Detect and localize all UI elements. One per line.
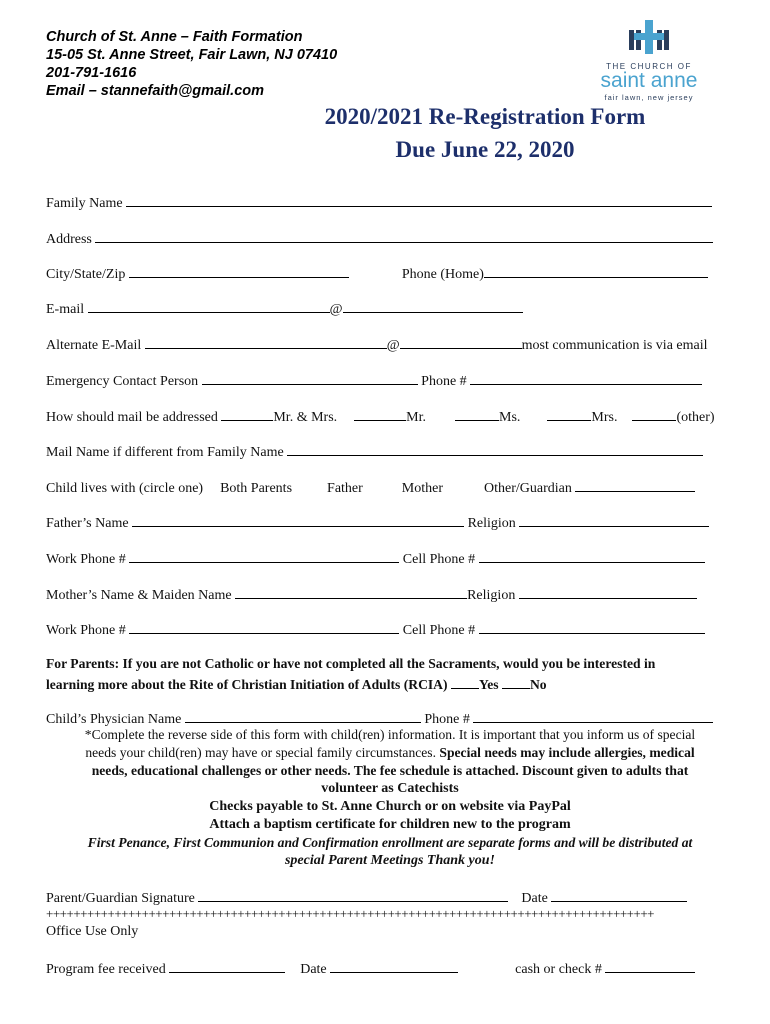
father-cell-phone-label: Cell Phone # <box>402 552 476 567</box>
signature-label: Parent/Guardian Signature <box>46 891 195 906</box>
father-cell-phone-field[interactable] <box>479 548 705 563</box>
emergency-phone-field[interactable] <box>470 370 702 385</box>
mrs-blank[interactable] <box>547 406 591 421</box>
family-name-label: Family Name <box>46 196 123 211</box>
mother-name-row <box>46 584 697 605</box>
rcia-yes-label: Yes <box>478 677 499 692</box>
office-row <box>46 958 695 979</box>
email-domain-field[interactable] <box>343 298 523 313</box>
signature-date-field[interactable] <box>551 887 687 902</box>
child-lives-label: Child lives with (circle one) <box>46 481 204 496</box>
email-label: E-mail <box>46 302 85 317</box>
rcia-question: For Parents: If you are not Catholic or have not completed all the Sacraments, would you be interested in <box>46 656 656 671</box>
father-name-field[interactable] <box>132 512 464 527</box>
cross-icon <box>594 16 704 62</box>
father-work-phone-label: Work Phone # <box>46 552 126 567</box>
mail-addressed-label: How should mail be addressed <box>46 410 218 425</box>
at-sign: @ <box>329 302 343 317</box>
org-phone: 201-791-1616 <box>46 65 137 81</box>
org-address: 15-05 St. Anne Street, Fair Lawn, NJ 07410 <box>46 47 338 63</box>
program-fee-field[interactable] <box>169 958 285 973</box>
logo-line-2: saint anne <box>600 69 698 92</box>
rcia-no-label: No <box>529 677 547 692</box>
physician-phone-field[interactable] <box>473 708 713 723</box>
mr-mrs-option: Mr. & Mrs. <box>273 410 338 425</box>
other-guardian-field[interactable] <box>575 477 695 492</box>
mr-mrs-blank[interactable] <box>221 406 273 421</box>
father-work-phone-field[interactable] <box>129 548 399 563</box>
form-title: 2020/2021 Re-Registration Form <box>324 104 646 129</box>
instructions-line-1: *Complete the reverse side of this form with child(ren) information. It is important that you inform us of special <box>84 727 696 742</box>
rcia-no-blank[interactable] <box>502 674 530 689</box>
physician-phone-label: Phone # <box>424 712 470 727</box>
cash-check-label: cash or check # <box>515 962 602 977</box>
email-row <box>46 298 523 319</box>
ms-blank[interactable] <box>455 406 499 421</box>
family-name-row <box>46 192 712 213</box>
other-blank[interactable] <box>632 406 676 421</box>
org-name: Church of St. Anne – Faith Formation <box>46 29 303 45</box>
emergency-label: Emergency Contact Person <box>46 374 199 389</box>
address-row <box>46 228 713 249</box>
other-guardian-option[interactable]: Other/Guardian <box>484 481 572 496</box>
alt-email-label: Alternate E-Mail <box>46 338 142 353</box>
church-logo <box>594 16 704 102</box>
baptism-note: Attach a baptism certificate for children new to the program <box>209 817 571 832</box>
city-label: City/State/Zip <box>46 267 126 282</box>
rcia-question-cont: learning more about the Rite of Christian Initiation of Adults (RCIA) <box>46 677 451 692</box>
mother-name-field[interactable] <box>235 584 467 599</box>
father-option[interactable]: Father <box>327 481 363 496</box>
father-name-row <box>46 512 709 533</box>
mother-cell-phone-field[interactable] <box>479 619 705 634</box>
instructions-line-4: volunteer as Catechists <box>321 781 459 796</box>
mail-name-field[interactable] <box>287 441 703 456</box>
checks-payable-note: Checks payable to St. Anne Church or on website via PayPal <box>209 799 571 814</box>
cash-check-field[interactable] <box>605 958 695 973</box>
mr-blank[interactable] <box>354 406 406 421</box>
both-parents-option[interactable]: Both Parents <box>220 481 293 496</box>
instructions-line-2b: Special needs may include allergies, medical <box>439 745 695 760</box>
alt-email-note: most communication is via email <box>521 338 708 353</box>
email-user-field[interactable] <box>88 298 330 313</box>
office-divider: +++++++++++++++++++++++++++++++++++++++++++++++++++++++++++++++++++++++++++++++++++++++++ <box>46 907 655 921</box>
org-email: Email – stannefaith@gmail.com <box>46 83 265 99</box>
instructions-line-3: needs, educational challenges or other needs. The fee schedule is attached. Discount given to adults that <box>91 763 689 778</box>
mother-option[interactable]: Mother <box>401 481 444 496</box>
alt-at-sign: @ <box>386 338 400 353</box>
physician-label: Child’s Physician Name <box>46 712 182 727</box>
other-option: (other) <box>676 410 715 425</box>
form-due-date: Due June 22, 2020 <box>395 137 575 162</box>
church-header <box>46 28 337 100</box>
mother-phones-row <box>46 619 705 640</box>
sacraments-note: First Penance, First Communion and Confirmation enrollment are separate forms and will be distributed at <box>87 835 693 850</box>
rcia-yes-blank[interactable] <box>451 674 479 689</box>
program-fee-label: Program fee received <box>46 962 166 977</box>
signature-row <box>46 887 687 908</box>
instructions-line-2a: needs your child(ren) may have or special family circumstances. <box>85 745 440 760</box>
mother-work-phone-label: Work Phone # <box>46 623 126 638</box>
city-field[interactable] <box>129 263 349 278</box>
father-name-label: Father’s Name <box>46 516 129 531</box>
mail-address-row <box>46 406 715 427</box>
rcia-answer-row <box>46 674 547 694</box>
thank-you-note: special Parent Meetings Thank you! <box>284 853 495 868</box>
emergency-field[interactable] <box>202 370 418 385</box>
mother-cell-phone-label: Cell Phone # <box>402 623 476 638</box>
address-label: Address <box>46 232 92 247</box>
emergency-phone-label: Phone # <box>421 374 467 389</box>
father-religion-field[interactable] <box>519 512 709 527</box>
mother-religion-field[interactable] <box>519 584 697 599</box>
office-date-field[interactable] <box>330 958 458 973</box>
mother-work-phone-field[interactable] <box>129 619 399 634</box>
logo-line-1: THE CHURCH OF <box>606 62 692 71</box>
alt-email-row <box>46 334 708 355</box>
office-use-label: Office Use Only <box>46 924 139 939</box>
phone-home-label: Phone (Home) <box>401 267 484 282</box>
mail-name-row <box>46 441 703 462</box>
mr-option: Mr. <box>406 410 426 425</box>
alt-email-domain-field[interactable] <box>400 334 522 349</box>
office-date-label: Date <box>300 962 327 977</box>
instructions-block <box>40 726 740 870</box>
emergency-row <box>46 370 702 391</box>
ms-option: Ms. <box>499 410 521 425</box>
instructions-line-2 <box>40 744 740 762</box>
signature-field[interactable] <box>198 887 508 902</box>
family-name-field[interactable] <box>126 192 712 207</box>
phone-home-field[interactable] <box>484 263 708 278</box>
mrs-option: Mrs. <box>591 410 618 425</box>
physician-field[interactable] <box>185 708 421 723</box>
mother-religion-label: Religion <box>467 588 516 603</box>
mother-name-label: Mother’s Name & Maiden Name <box>46 588 232 603</box>
city-phone-row <box>46 263 708 284</box>
father-religion-label: Religion <box>467 516 516 531</box>
alt-email-user-field[interactable] <box>145 334 387 349</box>
logo-line-3: fair lawn, new jersey <box>604 93 694 102</box>
signature-date-label: Date <box>521 891 548 906</box>
child-lives-row <box>46 477 695 498</box>
father-phones-row <box>46 548 705 569</box>
mail-name-label: Mail Name if different from Family Name <box>46 445 284 460</box>
address-field[interactable] <box>95 228 713 243</box>
